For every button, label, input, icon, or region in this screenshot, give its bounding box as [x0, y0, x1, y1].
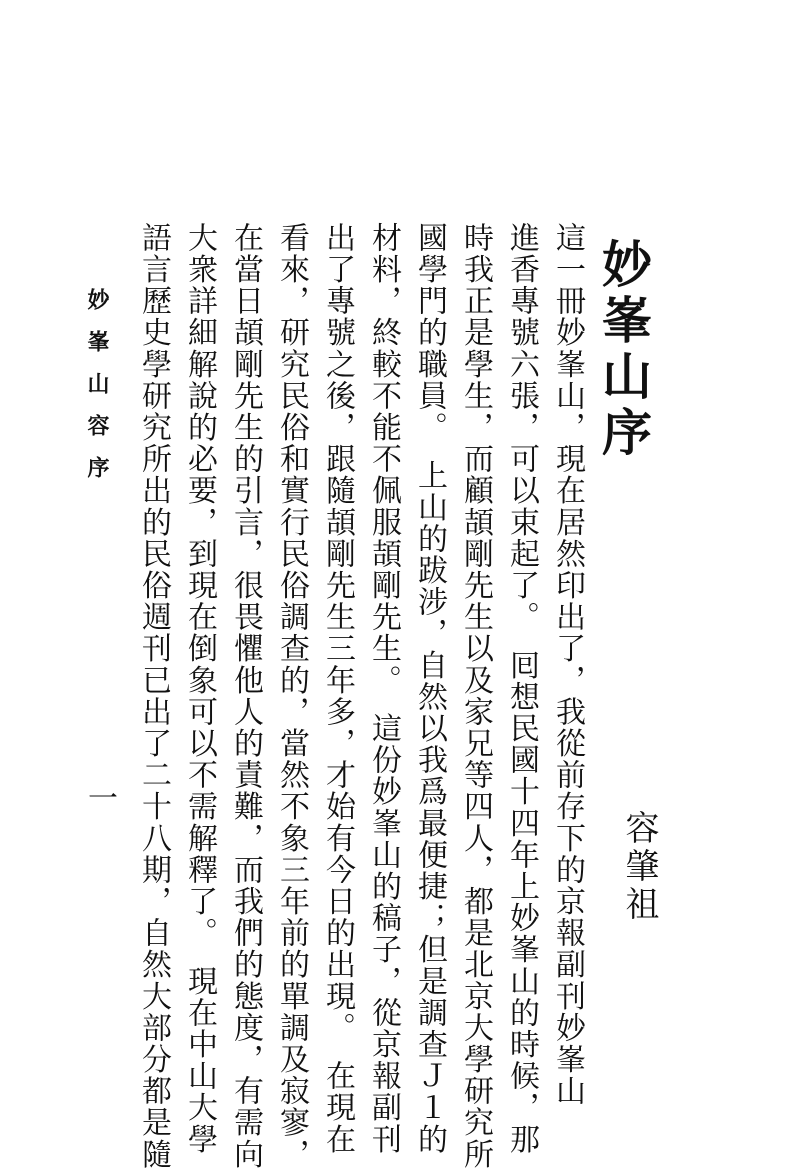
body-text-column: 看來，研究民俗和實行民俗調查的，當然不象三年前的單調及寂寥， [274, 222, 309, 1170]
body-text-column: 出了專號之後，跟隨頡剛先生三年多，才始有今日的出現。 在現在 [320, 222, 355, 1155]
body-text-column: 時我正是學生，而顧頡剛先生以及家兄等四人，都是北京大學研究所 [458, 222, 493, 1170]
page-number: 一 [82, 782, 117, 812]
running-title: 妙峯山容序 [84, 288, 110, 498]
page-title: 妙峯山序 [594, 238, 653, 462]
body-text-column: 這一冊妙峯山，現在居然印出了，我從前存下的京報副刊妙峯山 [550, 222, 585, 1107]
body-text-column: 大衆詳細解說的必要，到現在倒象可以不需解釋了。 現在中山大學 [182, 222, 217, 1155]
author-name: 容肇祖 [619, 810, 659, 924]
body-text-column: 進香專號六張，可以束起了。 囘想民國十四年上妙峯山的時候，那 [504, 222, 539, 1155]
body-text-column: 語言歷史學研究所出的民俗週刊已出了二十八期，自然大部分都是隨 [136, 222, 171, 1170]
body-text-column: 國學門的職員。 上山的跋涉，自然以我爲最便捷；但是調查Ｊ１的 [412, 222, 447, 1155]
body-text-column: 在當日頡剛先生的引言，很畏懼他人的責難，而我們的態度，有需向 [228, 222, 263, 1170]
body-text-column: 材料，終較不能不佩服頡剛先生。 這份妙峯山的稿子，從京報副刊 [366, 222, 401, 1155]
